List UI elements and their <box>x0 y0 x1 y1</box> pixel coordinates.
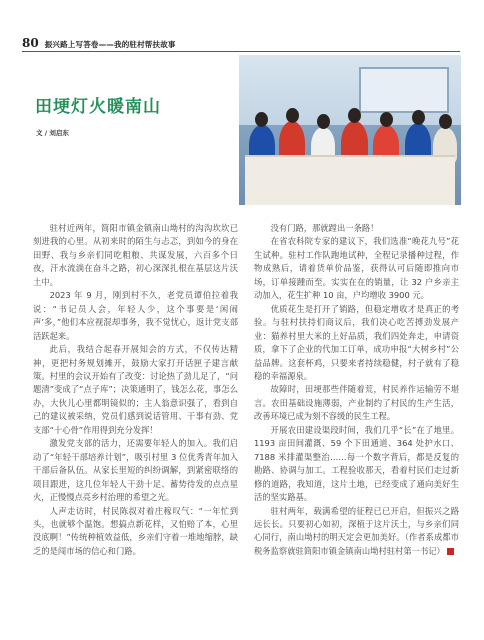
paragraph-text: 驻村两年，载满希望的征程已已开启，但振兴之路远长长。只要初心如初，深植于这片沃土，与乡亲们同心同行，南山坳村的明天定会更加美好。（作者系成都市税务监察就驻简阳市镇金镇南山坳村驻村第一书记） <box>254 505 459 556</box>
end-mark-icon <box>447 548 454 555</box>
article-column-left <box>33 222 238 558</box>
article-author: 文 / 刘启东 <box>36 129 69 137</box>
photo-head <box>317 114 330 129</box>
paragraph: 开展农田建设渠段时间，我们几乎“长”在了地里。1193 亩田间灌溉、59 个下田通道、364 处护水口、7188 米排灌渠整治……每一个数字背后，都是反复的勘路、协调与加工。工程验收那天，看着村民们走过新修的道路，我知道，这片土地，已经变成了通向美好生活的坚实路基。 <box>254 424 459 503</box>
photo-table <box>245 155 455 205</box>
photo-head <box>255 112 268 127</box>
page-number: 80 <box>22 36 39 50</box>
paragraph: 激发党支部的活力，还需要年轻人的加入。我们启动了“年轻干部培养计划”，吸引村里 3 位优秀青年加入干部后备队伍。从家长里短的纠纷调解，到紧密联络的项目跟进，这几位年轻人干劲十足、蓄势待发的点点星火，正慢慢点亮乡村治理的希望之光。 <box>33 438 238 503</box>
photo-head <box>412 110 425 125</box>
paragraph: 2023 年 9 月，刚到村不久，老党员谭伯拉着我说：“书记员人会，年轻人少，这个事要是‘闲闹声’多，”他们本应视混却事务，我不觉忧心，返计党支部活跃起来。 <box>33 290 238 341</box>
paragraph-final <box>254 505 459 559</box>
photo-head <box>348 108 361 123</box>
section-title: 振兴路上写答卷——我的驻村帮扶故事 <box>44 40 176 49</box>
photo-head <box>439 114 452 129</box>
article-column-right <box>254 222 459 558</box>
photo-head <box>286 108 299 123</box>
paragraph: 在省农科院专家的建议下，我们选准“晚花九号”花生试种。驻村工作队跑地试种，全程记录播种过程，作物成熟后，请着货单价品鉴，获得认可后随即推向市场，订单接踵而至。实实在在的销量，让 32 户乡亲主动加入，花生扩种 10 亩，户均增收 3900 元。 <box>254 236 459 301</box>
paragraph: 人声走访时，村民陈叔对着庄稼叹气：“一年忙到头，也就够个温饱。想搞点新花样，又怕赔了本，心里没底啊！”传统种植效益低，乡亲们守着一堆地缩脖，缺乏的是闯市场的信心和门路。 <box>33 505 238 556</box>
article-photo <box>239 55 461 205</box>
paragraph: 此后，我结合起春开展知会的方式，不仅传达精神，更把村务规划摊开，鼓励大家打开话匣子建言献策。村里的会议开始有了改变：讨论热了劲儿足了，“问题清”变成了“点子库”；决策通明了，钱怎么花，事怎么办，大伙儿心里都明镜似的；主人翁意识强了，看到自己的建议被采纳，党员们感到说话管用、干事有劲、党支部“十心骨”作用得到充分发挥！ <box>33 344 238 435</box>
paragraph: 没有门路，那就蹚出一条路！ <box>270 223 379 233</box>
article-title: 田埂灯火暖南山 <box>35 97 161 117</box>
paragraph: 优质花生是打开了销路，但稳定增收才是真正的考验。与驻村扶持们商议后，我们决心吃苦搏劲发展产业：猫养村里大米的上好品质，我们四处奔走，申请资质，拿下了企业的代加工订单，成功申报“大树乡村”公益品牌。这套杯鸡，只要来者持续稳健，村子就有了稳稳的幸福源泉。 <box>254 303 459 381</box>
photo-notice-board <box>359 67 449 113</box>
page-header <box>22 36 176 50</box>
photo-head <box>380 112 393 127</box>
paragraph: 驻村近两年，简阳市镇金镇南山坳村的沟沟坎坎已刻进我的心里。从初来时的陌生与忐忑，到如今的身在田野、我与乡亲们同吃粗粮、共谋发展，六百多个日夜，汗水流淌在奋斗之路，初心深深扎根在基层这片沃土中。 <box>33 223 238 287</box>
header-divider <box>22 51 460 52</box>
paragraph: 故障时，田埂那些伴随着荒，村民养作运输劳不堪言。农田基础设施薄弱，产业制约了村民的生产生活，改善环境已成为刻不容缓的民生工程。 <box>254 384 459 422</box>
